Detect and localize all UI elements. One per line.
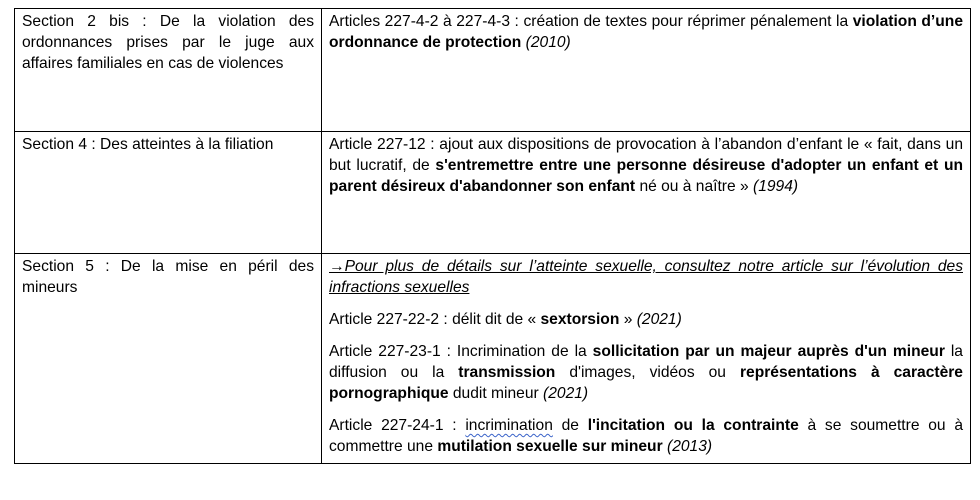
article-text: né ou à naître » (635, 178, 754, 195)
article-bold-text: sextorsion (540, 311, 620, 328)
article-cell (322, 9, 971, 132)
article-year: (2013) (667, 438, 713, 455)
article-cell (322, 254, 971, 464)
section-cell (15, 254, 322, 464)
article-year: (2010) (521, 34, 571, 51)
article-text: Article 227-24-1 : (329, 417, 466, 434)
article-bold-text: l'incitation ou la contrainte (587, 417, 799, 434)
section-cell (15, 132, 322, 254)
section-title: Section 2 bis : De la violation des ordonnances prises par le juge aux affaires familiales en cas de violences (22, 13, 314, 72)
article-year: (1994) (753, 178, 799, 195)
article-text: de (552, 417, 588, 434)
article-text: Articles 227-4-2 à 227-4-3 : création de textes pour réprimer pénalement la (329, 13, 853, 30)
article-year: (2021) (636, 311, 682, 328)
article-bold-text: représentations à caractère pornographique (329, 364, 963, 402)
section-title: Section 5 : De la mise en péril des mineurs (22, 258, 314, 296)
table-row (15, 132, 971, 254)
article-text: à se soumettre ou à commettre une (329, 417, 964, 455)
article-paragraph (329, 415, 963, 457)
article-bold-text: s'entremettre entre une personne désireuse d'adopter un enfant et un parent désireux d'abandonner son enfant (329, 157, 963, 195)
article-paragraph (329, 11, 963, 53)
article-text: Article 227-23-1 : Incrimination de la (329, 343, 593, 360)
section-title: Section 4 : Des atteintes à la filiation (22, 136, 274, 153)
article-text: Article 227-22-2 : délit dit de « (329, 311, 541, 328)
article-bold-text: transmission (458, 364, 556, 381)
article-text: la diffusion ou la (329, 343, 963, 381)
article-text: dudit mineur (448, 385, 544, 402)
table-row (15, 254, 971, 464)
sexual-offences-article-link[interactable]: →Pour plus de détails sur l’atteinte sexuelle, consultez notre article sur l’évolution des infractions sexuelles (329, 258, 963, 296)
section-cell (15, 9, 322, 132)
legal-articles-table (14, 8, 971, 464)
article-link-paragraph (329, 256, 963, 298)
article-cell (322, 132, 971, 254)
article-bold-text: mutilation sexuelle sur mineur (437, 438, 663, 455)
article-year: (2021) (543, 385, 589, 402)
article-text: Article 227-12 : ajout aux dispositions de provocation à l’abandon d’enfant le « fait, dans un but lucratif, de (329, 136, 963, 174)
article-text: » (619, 311, 637, 328)
spellcheck-underlined-word: incrimination (465, 417, 553, 434)
article-paragraph (329, 309, 963, 330)
article-paragraph (329, 134, 963, 197)
table-row (15, 9, 971, 132)
article-bold-text: sollicitation par un majeur auprès d'un mineur (592, 343, 945, 360)
article-bold-text: violation d’une ordonnance de protection (329, 13, 963, 51)
article-text: d'images, vidéos ou (555, 364, 740, 381)
article-paragraph (329, 341, 963, 404)
